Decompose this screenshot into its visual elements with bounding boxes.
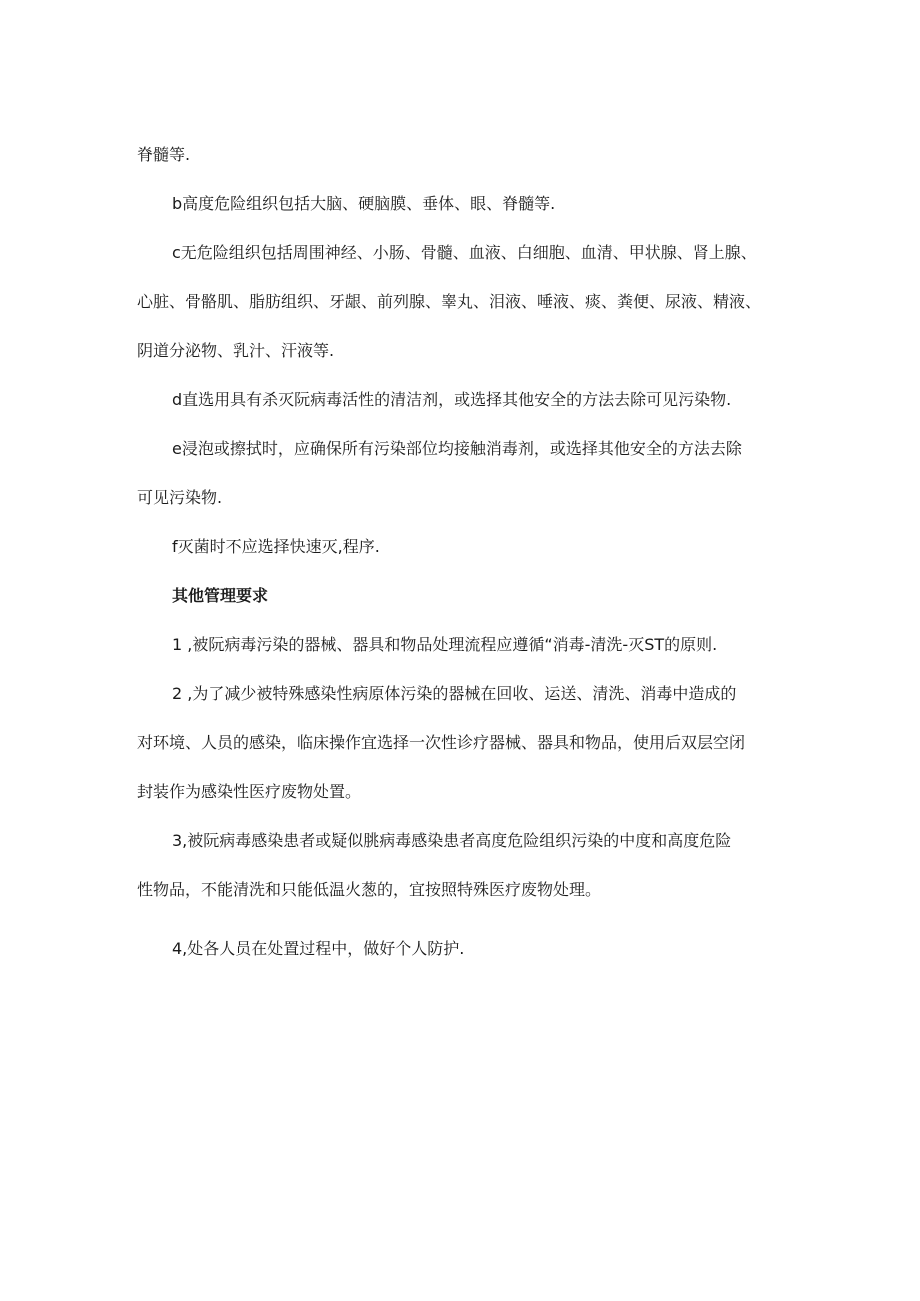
text-line: 性物品，不能清洗和只能低温火葱的，宜按照特殊医疗废物处理。 [137, 880, 602, 899]
text-line: d直选用具有杀灭阮病毒活性的清洁剂，或选择其他安全的方法去除可见污染物. [172, 390, 732, 409]
text-line: c无危险组织包括周围神经、小肠、骨髓、血液、白细胞、血清、甲状腺、肾上腺、 [172, 243, 757, 262]
text-line: 2 ,为了减少被特殊感染性病原体污染的器械在回收、运送、清洗、消毒中造成的 [172, 684, 737, 703]
text-line: 可见污染物. [137, 488, 223, 507]
text-line: 4,处各人员在处置过程中，做好个人防护. [172, 939, 465, 958]
text-line: 封装作为感染性医疗废物处置。 [137, 782, 362, 801]
text-line: 对环境、人员的感染，临床操作宜选择一次性诊疗器械、器具和物品，使用后双层空闭 [137, 733, 746, 752]
text-line: 1 ,被阮病毒污染的器械、器具和物品处理流程应遵循“消毒-清洗-灭ST的原则. [172, 635, 718, 654]
text-line: 3,被阮病毒感染患者或疑似朓病毒感染患者高度危险组织污染的中度和高度危险 [172, 831, 732, 850]
text-line: 阴道分泌物、乳汁、汗液等. [137, 341, 335, 360]
text-line: 心脏、骨骼肌、脂肪组织、牙龈、前列腺、睾丸、泪液、唾液、痰、粪便、尿液、精液、 [137, 292, 762, 311]
text-line: f灭菌时不应选择快速灭,程序. [172, 537, 380, 556]
text-line: 脊髓等. [137, 145, 191, 164]
text-line: b高度危险组织包括大脑、硬脑膜、垂体、眼、脊髓等. [172, 194, 556, 213]
section-heading: 其他管理要求 [172, 586, 269, 605]
text-line: e浸泡或擦拭时，应确保所有污染部位均接触消毒剂，或选择其他安全的方法去除 [172, 439, 742, 458]
